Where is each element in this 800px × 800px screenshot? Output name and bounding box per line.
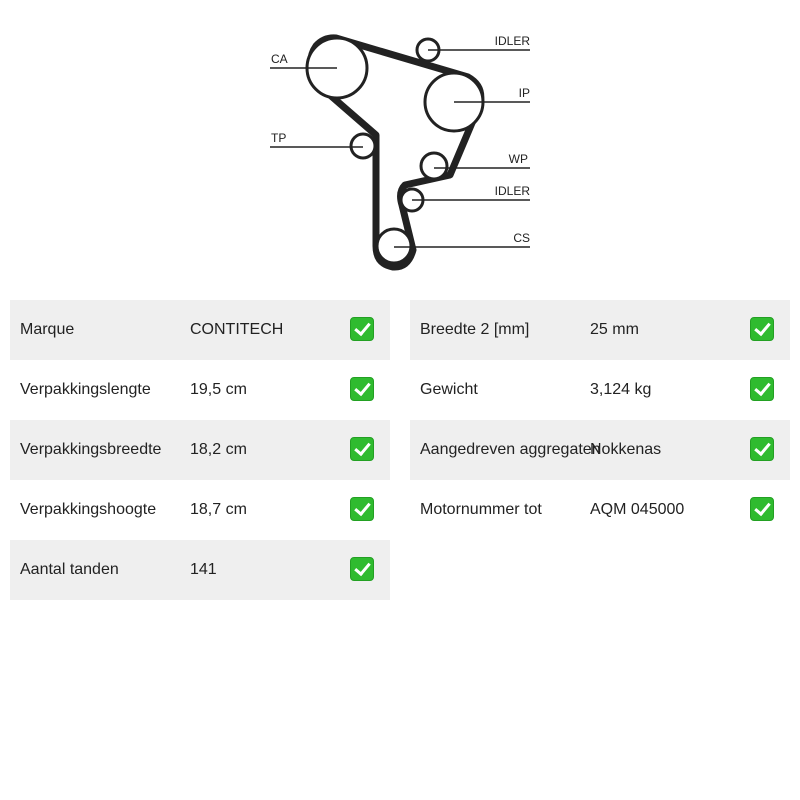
spec-label: Breedte 2 [mm]	[420, 321, 530, 338]
label-idler-bottom: IDLER	[494, 184, 530, 198]
spec-label: Motornummer tot	[420, 501, 542, 518]
label-ip: IP	[518, 86, 530, 100]
spec-label: Aangedreven aggregaten	[420, 441, 601, 458]
spec-label: Marque	[20, 321, 75, 338]
spec-label: Aantal tanden	[20, 561, 119, 578]
spec-row	[410, 420, 790, 480]
check-mark-icon	[350, 437, 374, 461]
label-wp: WP	[508, 152, 528, 166]
spec-value: 18,2 cm	[190, 441, 247, 458]
check-mark-icon	[350, 497, 374, 521]
spec-value: Nokkenas	[590, 441, 662, 458]
check-mark-icon	[350, 317, 374, 341]
check-mark-icon	[750, 317, 774, 341]
belt-routing-svg	[0, 0, 800, 290]
label-tp: TP	[271, 131, 287, 145]
label-cs: CS	[513, 231, 530, 245]
spec-label: Gewicht	[420, 381, 478, 398]
spec-value: 25 mm	[590, 321, 639, 338]
spec-table-left	[10, 300, 390, 600]
spec-row	[10, 360, 390, 420]
tensioner-pulley	[351, 134, 375, 158]
spec-row	[10, 300, 390, 360]
spec-row	[410, 300, 790, 360]
spec-row	[410, 360, 790, 420]
crankshaft-pulley	[377, 229, 411, 263]
label-ca: CA	[271, 52, 288, 66]
spec-label: Verpakkingsbreedte	[20, 441, 162, 458]
check-mark-icon	[350, 557, 374, 581]
check-mark-icon	[750, 437, 774, 461]
spec-value: 3,124 kg	[590, 381, 652, 398]
spec-value: 18,7 cm	[190, 501, 247, 518]
water-pump-pulley	[421, 153, 447, 179]
spec-row	[10, 420, 390, 480]
spec-value: 141	[190, 561, 217, 578]
spec-label: Verpakkingshoogte	[20, 501, 157, 518]
check-mark-icon	[350, 377, 374, 401]
spec-table-right	[410, 300, 790, 540]
check-mark-icon	[750, 377, 774, 401]
timing-belt-diagram	[0, 0, 800, 290]
label-idler-top: IDLER	[494, 34, 530, 48]
spec-value: 19,5 cm	[190, 381, 247, 398]
check-mark-icon	[750, 497, 774, 521]
spec-row	[410, 480, 790, 540]
spec-label: Verpakkingslengte	[20, 381, 151, 398]
spec-row	[10, 540, 390, 600]
spec-value: AQM 045000	[590, 501, 685, 518]
spec-row	[10, 480, 390, 540]
spec-value: CONTITECH	[190, 321, 284, 338]
